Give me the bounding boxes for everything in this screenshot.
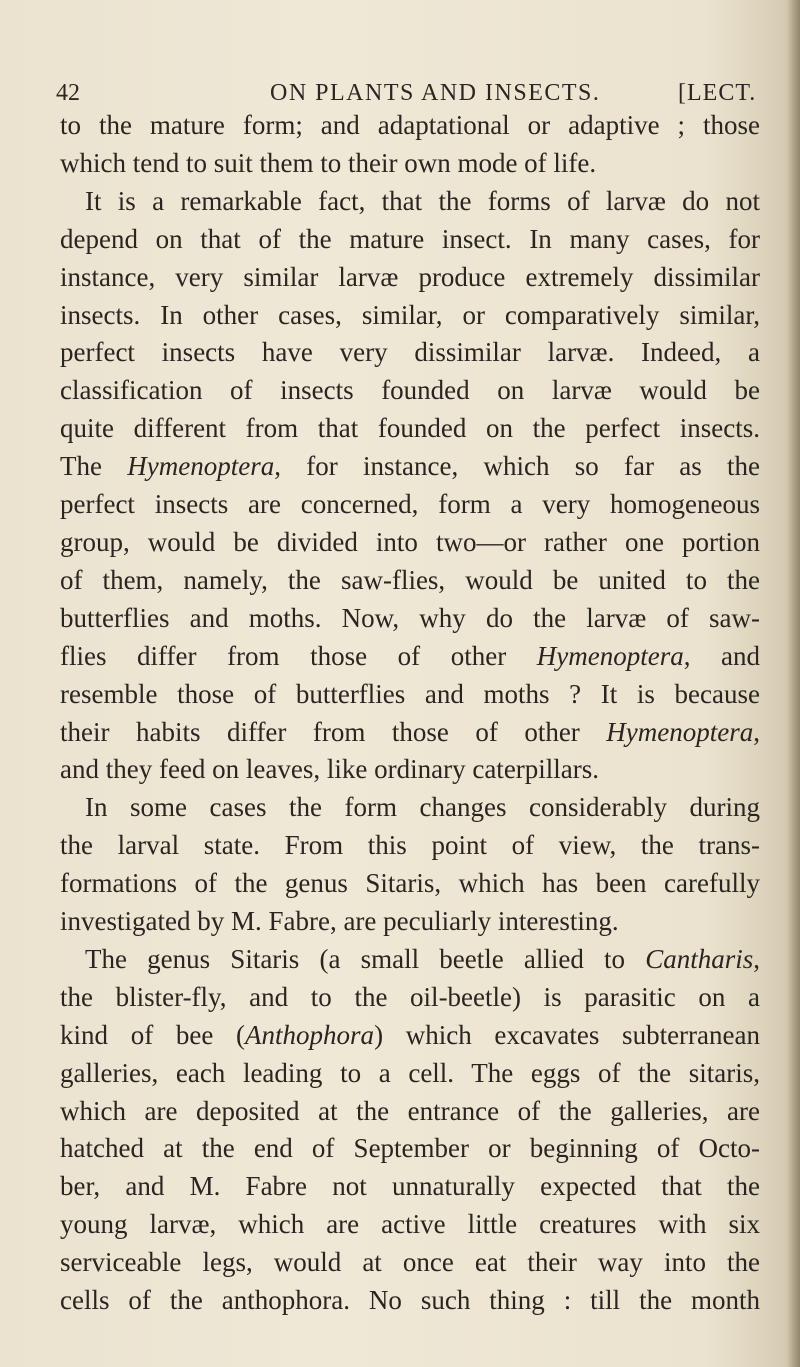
page-edge-shadow (786, 0, 800, 1367)
italic-term: Cantharis (645, 943, 754, 974)
body-text (60, 107, 760, 1320)
text-line: group, would be divided into two—or rather one portion (60, 526, 760, 557)
text-line: to the mature form; and adaptational or adaptive ; those (60, 110, 760, 140)
section-mark: [LECT. (678, 80, 757, 106)
text-line: serviceable legs, would at once eat their way into the (60, 1247, 760, 1278)
italic-term: Hymenoptera (606, 716, 754, 747)
text-line: the blister-fly, and to the oil-beetle) is parasitic on a (60, 981, 760, 1012)
italic-term: Hymenoptera (536, 640, 684, 671)
italic-term: Anthophora (245, 1019, 375, 1050)
text-line: kind of bee (Anthophora) which excavates subterranean (60, 1019, 760, 1050)
text-line: the larval state. From this point of view, the trans- (60, 830, 760, 861)
text-line: and they feed on leaves, like ordinary caterpillars. (60, 754, 600, 785)
text-line: insects. In other cases, similar, or comparatively similar, (60, 299, 760, 330)
running-head: ON PLANTS AND INSECTS. (270, 80, 601, 106)
text-line: of them, namely, the saw-flies, would be united to the (60, 564, 760, 595)
text-line: galleries, each leading to a cell. The eggs of the sitaris, (60, 1057, 760, 1088)
text-line: perfect insects have very dissimilar larvæ. Indeed, a (60, 337, 760, 368)
text-line: It is a remarkable fact, that the forms of larvæ do not (85, 185, 760, 216)
text-line: formations of the genus Sitaris, which has been carefully (60, 868, 760, 899)
text-line: perfect insects are concerned, form a very homogeneous (60, 489, 760, 520)
text-line: hatched at the end of September or beginning of Octo- (60, 1133, 760, 1164)
text-line: which are deposited at the entrance of the galleries, are (60, 1095, 760, 1126)
text-line: instance, very similar larvæ produce extremely dissimilar (60, 261, 760, 292)
text-line: The Hymenoptera, for instance, which so far as the (60, 451, 760, 482)
text-line: flies differ from those of other Hymenoptera, and (60, 640, 761, 671)
text-line: The genus Sitaris (a small beetle allied to Cantharis, (85, 943, 760, 974)
text-line: depend on that of the mature insect. In many cases, for (60, 223, 760, 254)
text-line: which tend to suit them to their own mode of life. (60, 147, 597, 178)
page-number: 42 (56, 80, 80, 106)
italic-term: Hymenoptera (127, 451, 275, 482)
text-line: investigated by M. Fabre, are peculiarly interesting. (60, 906, 619, 937)
text-line: quite different from that founded on the perfect insects. (60, 413, 760, 444)
text-line: In some cases the form changes considerably during (85, 792, 760, 823)
text-line: their habits differ from those of other Hymenoptera, (60, 716, 760, 747)
text-line: cells of the anthophora. No such thing : till the month (60, 1285, 760, 1316)
text-line: resemble those of butterflies and moths ? It is because (60, 678, 760, 709)
text-line: young larvæ, which are active little creatures with six (60, 1209, 760, 1240)
text-line: butterflies and moths. Now, why do the larvæ of saw- (60, 602, 760, 633)
text-line: ber, and M. Fabre not unnaturally expected that the (60, 1171, 760, 1202)
text-line: classification of insects founded on larvæ would be (60, 375, 760, 406)
